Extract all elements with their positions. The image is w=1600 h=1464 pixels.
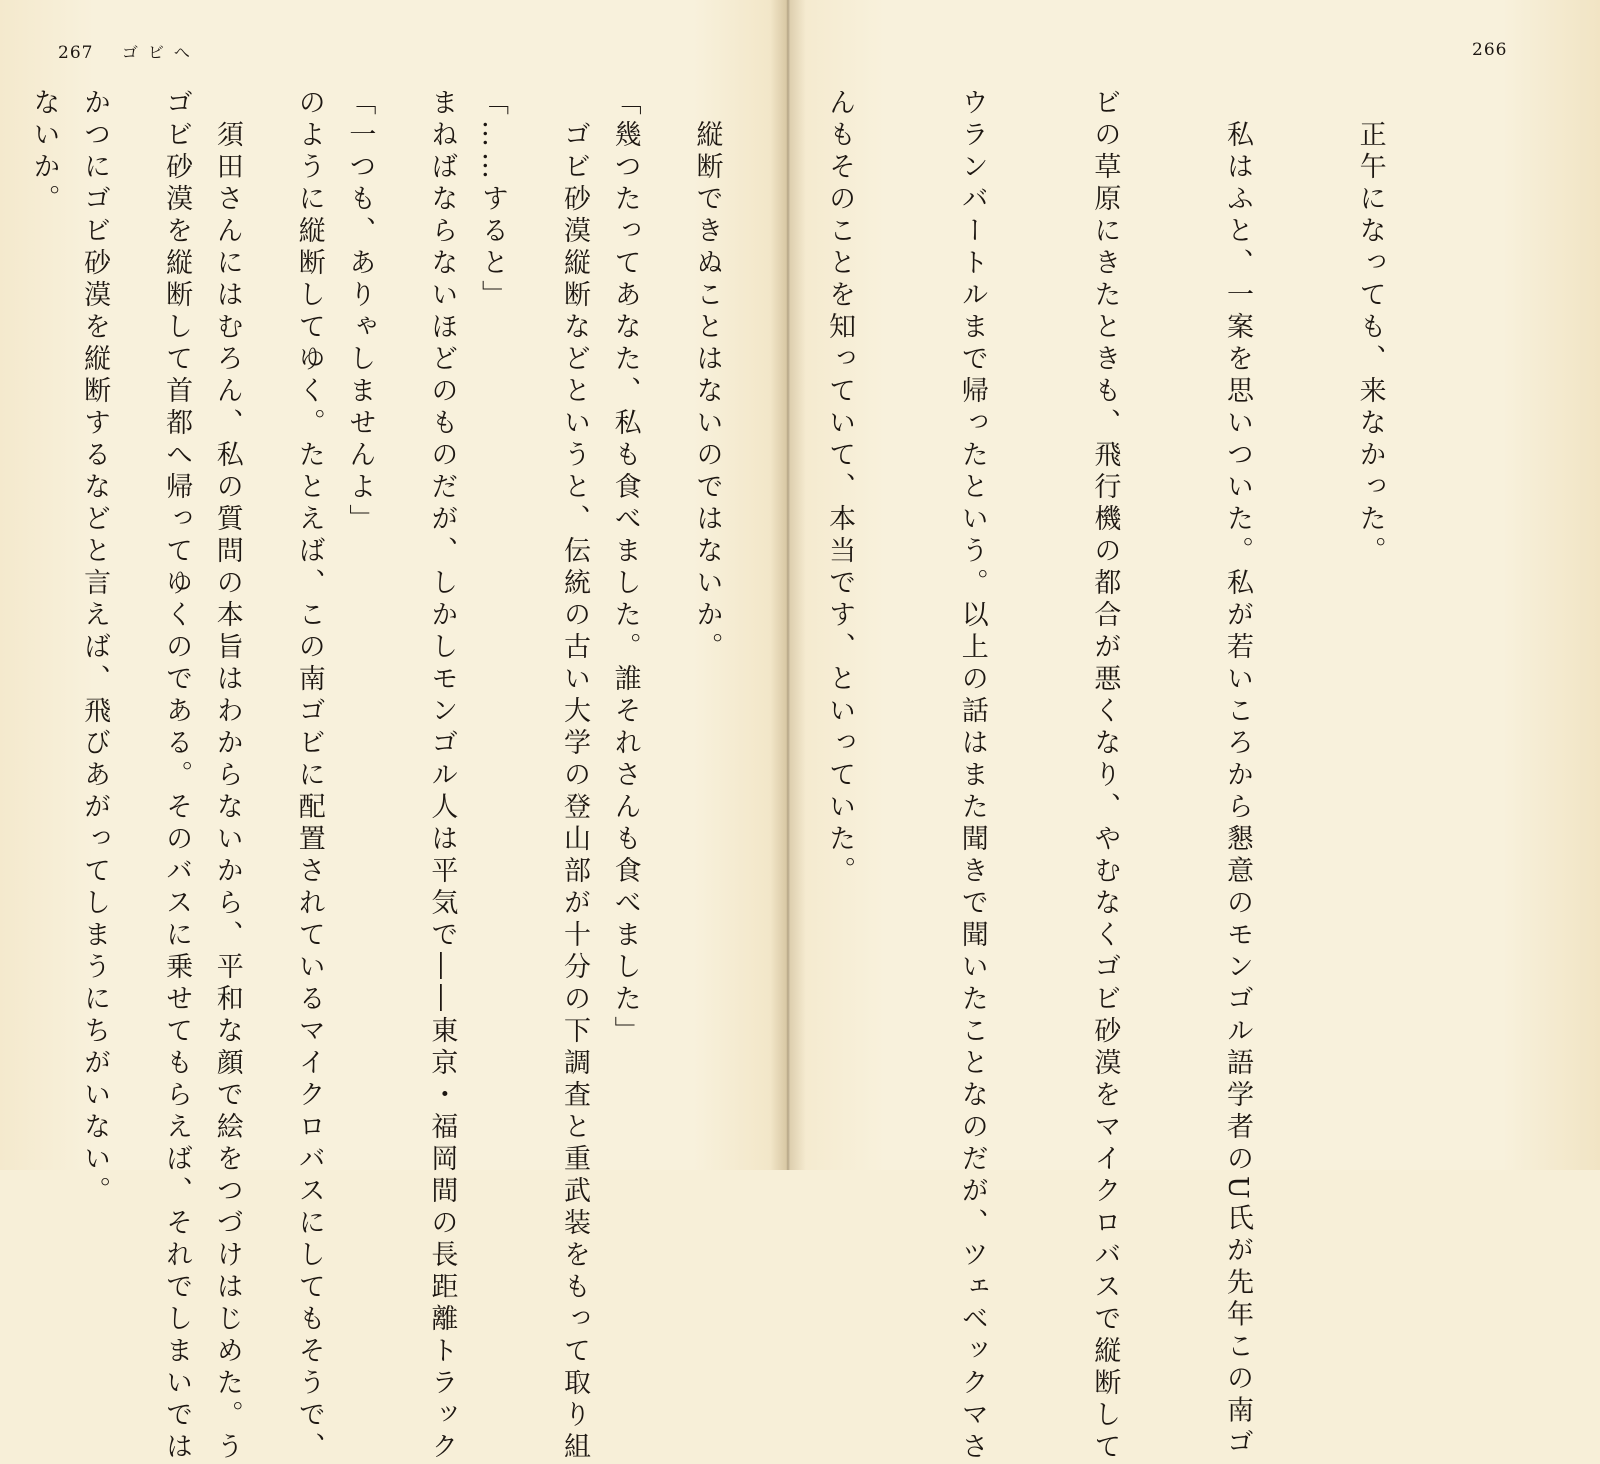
text-line: んもそのことを知っていて、本当です、といっていた。: [824, 88, 856, 888]
left-page-header: [58, 40, 200, 63]
text-line: 私はふと、一案を思いついた。私が若いころから懇意のモンゴル語学者のU氏が先年この南ゴ: [1221, 88, 1253, 1460]
text-line: ないか。: [28, 88, 60, 216]
text-line: かつにゴビ砂漠を縦断するなどと言えば、飛びあがってしまうにちがいない。: [79, 88, 111, 1208]
text-line: まねばならないほどのものだが、しかしモンゴル人は平気で――東京・福岡間の長距離トラック: [426, 88, 458, 1464]
text-line: 「……すると」: [476, 88, 508, 312]
left-page-number: 267: [58, 43, 94, 63]
text-line: 「一つも、ありゃしませんよ」: [344, 88, 376, 536]
running-title: ゴビへ: [121, 43, 200, 62]
text-line: 正午になっても、来なかった。: [1354, 88, 1386, 568]
right-page-number: 266: [1472, 40, 1508, 60]
text-line: のように縦断してゆく。たとえば、この南ゴビに配置されているマイクロバスにしてもそうで、: [293, 88, 325, 1464]
right-page-header: [1472, 40, 1507, 60]
text-line: 「幾つたってあなた、私も食べました。誰それさんも食べました」: [609, 88, 641, 1048]
text-line: ゴビ砂漠を縦断して首都へ帰ってゆくのである。そのバスに乗せてもらえば、それでしまいでは: [161, 88, 193, 1464]
text-line: 須田さんにはむろん、私の質問の本旨はわからないから、平和な顔で絵をつづけはじめた。う: [211, 88, 243, 1464]
text-line: ビの草原にきたときも、飛行機の都合が悪くなり、やむなくゴビ砂漠をマイクロバスで縦断して: [1089, 88, 1121, 1464]
text-line: ウランバートルまで帰ったという。以上の話はまた聞きで聞いたことなのだが、ツェベックマさ: [956, 88, 988, 1464]
text-line: 縦断できぬことはないのではないか。: [691, 88, 723, 664]
text-line: ゴビ砂漠縦断などというと、伝統の古い大学の登山部が十分の下調査と重武装をもって取り組: [558, 88, 590, 1464]
